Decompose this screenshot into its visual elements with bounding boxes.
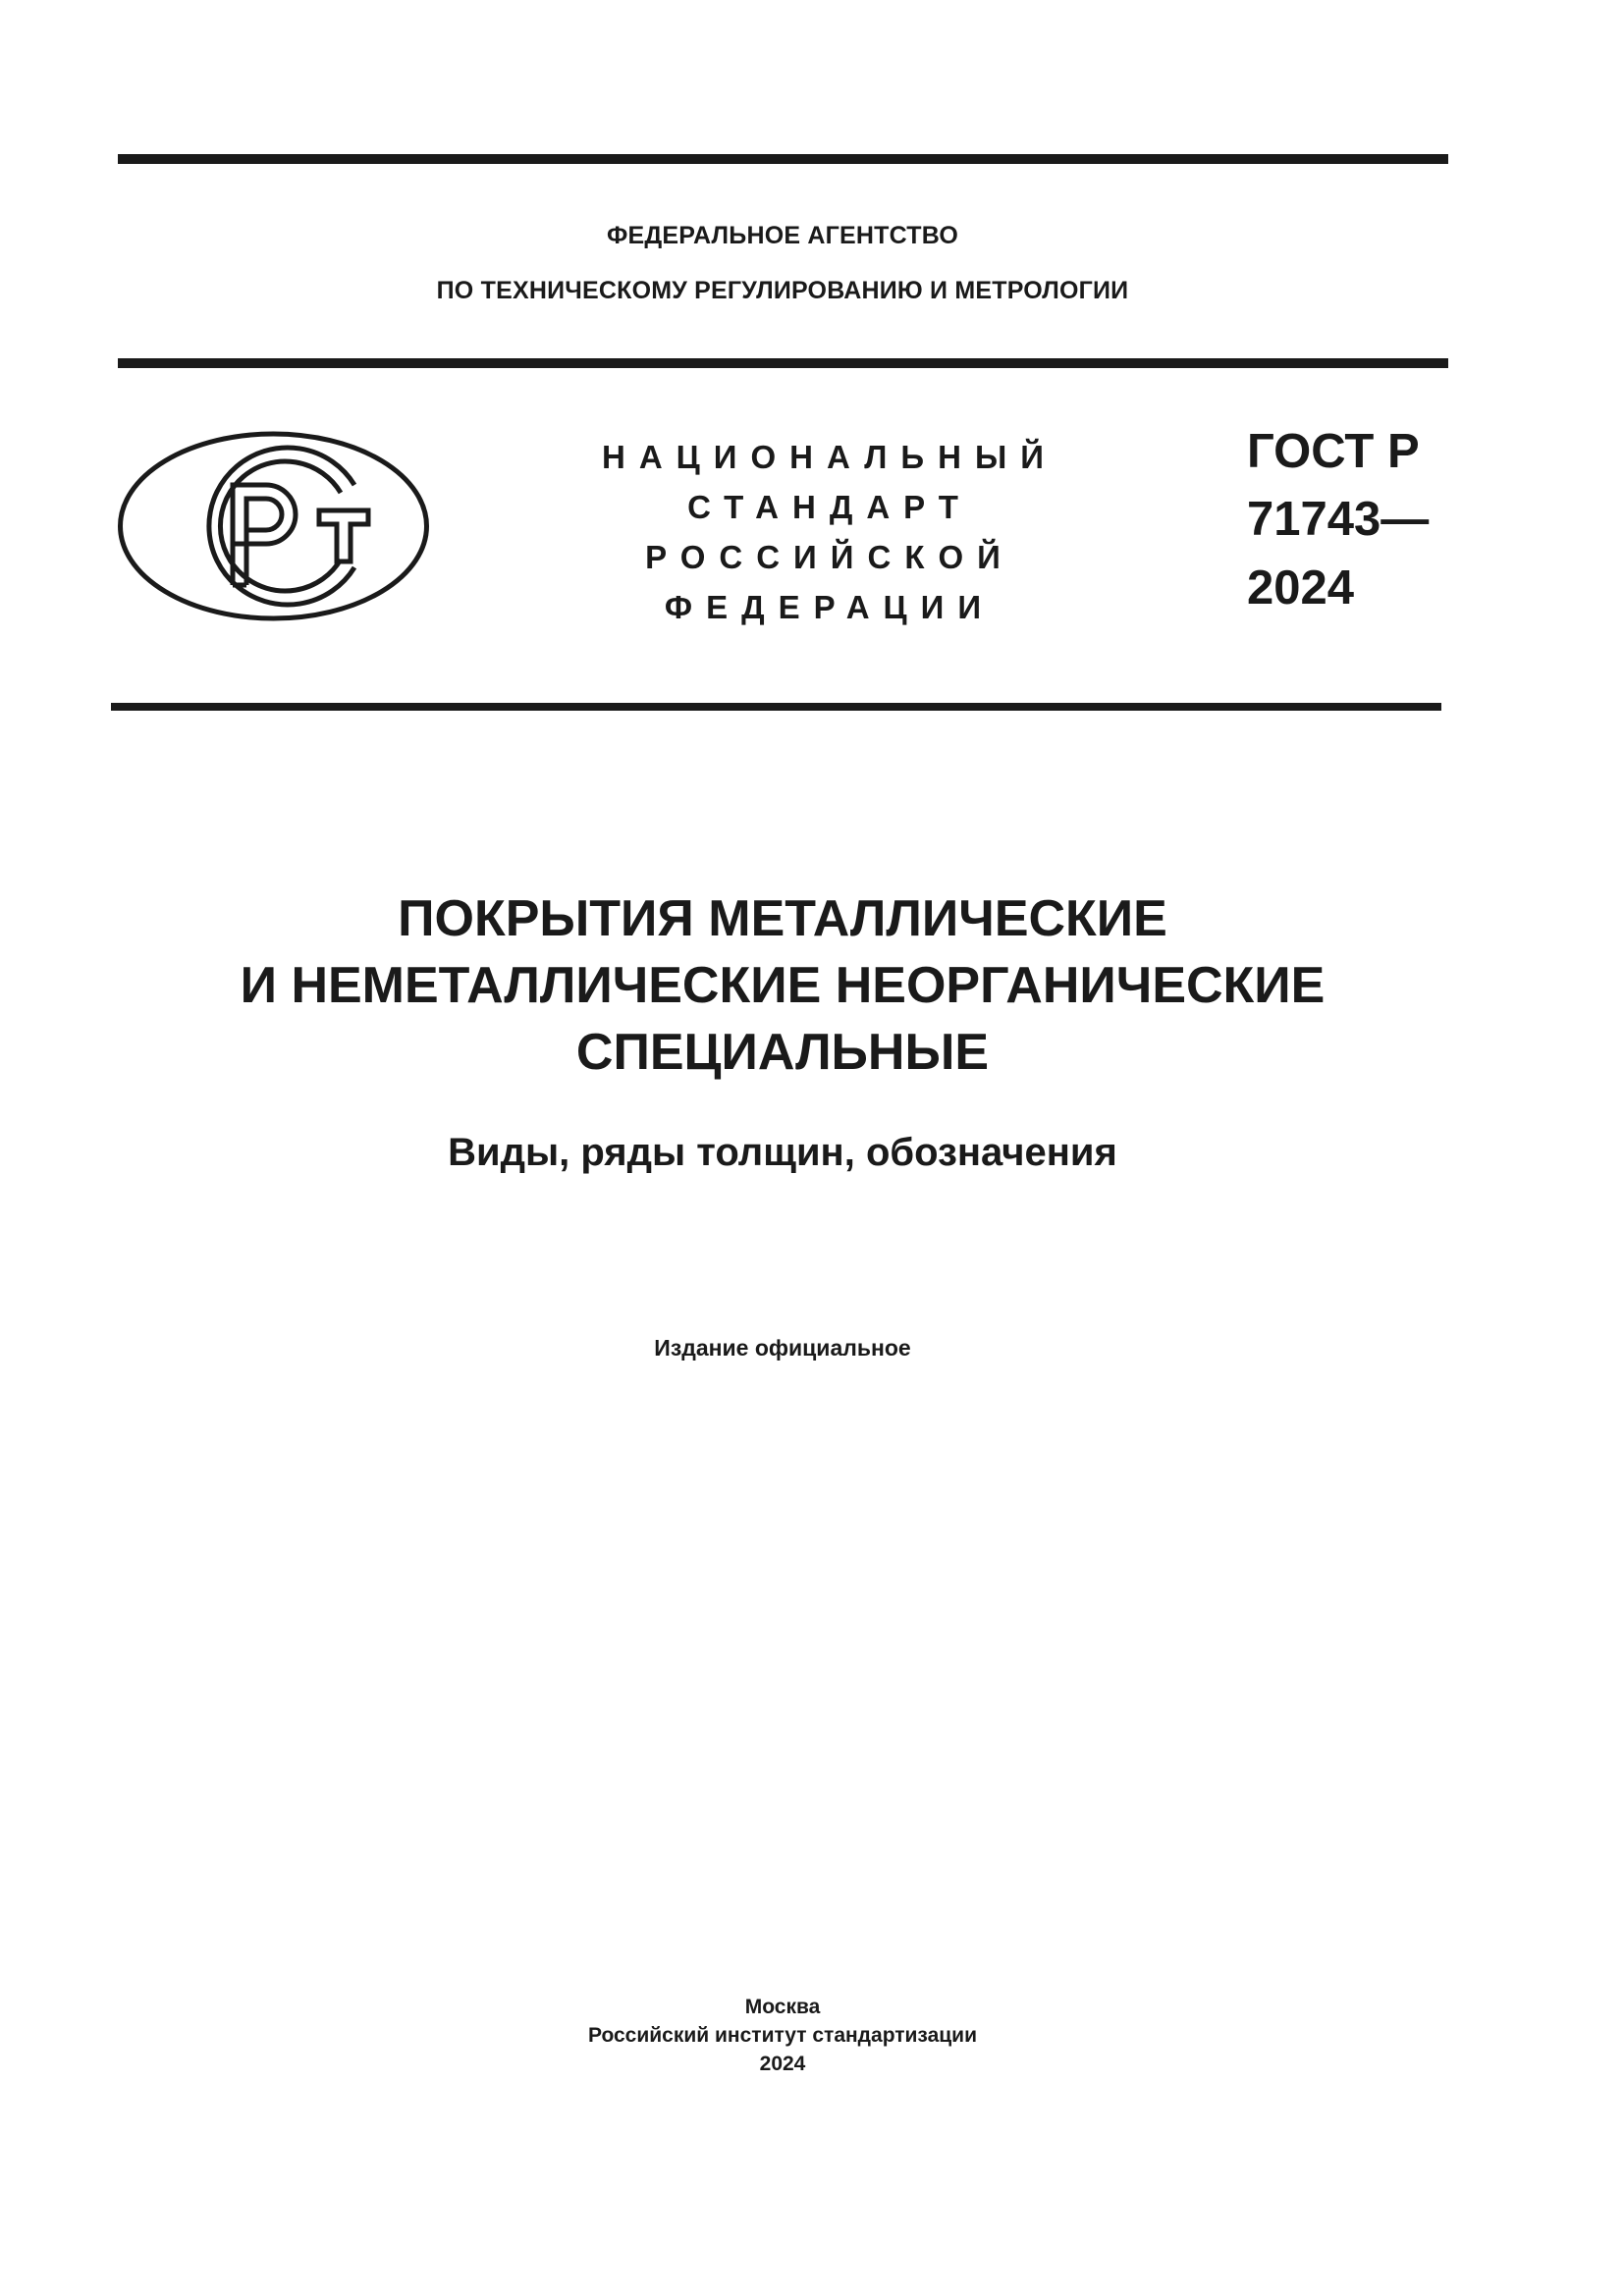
bottom-divider [111, 703, 1441, 711]
agency-name-line1: ФЕДЕРАЛЬНОЕ АГЕНТСТВО [607, 222, 958, 249]
agency-name-line2: ПО ТЕХНИЧЕСКОМУ РЕГУЛИРОВАНИЮ И МЕТРОЛОГИИ [436, 277, 1129, 304]
standard-designation-number: 71743— [1247, 493, 1430, 546]
standard-designation-year: 2024 [1247, 561, 1355, 614]
document-title-line2: И НЕМЕТАЛЛИЧЕСКИЕ НЕОРГАНИЧЕСКИЕ [240, 957, 1326, 1014]
standard-kind-line1: НАЦИОНАЛЬНЫЙ [602, 439, 1057, 475]
middle-divider [118, 358, 1448, 368]
document-title-line1: ПОКРЫТИЯ МЕТАЛЛИЧЕСКИЕ [398, 890, 1167, 947]
standard-kind-line2: СТАНДАРТ [687, 489, 972, 525]
standard-designation-prefix: ГОСТ Р [1247, 425, 1420, 478]
imprint-year: 2024 [759, 2053, 806, 2075]
standard-kind-line3: РОССИЙСКОЙ [645, 539, 1014, 575]
imprint-city: Москва [744, 1996, 821, 2018]
document-title-line3: СПЕЦИАЛЬНЫЕ [575, 1024, 990, 1081]
pct-certification-mark-icon [115, 428, 432, 624]
imprint-publisher: Российский институт стандартизации [587, 2024, 978, 2047]
edition-note: Издание официальное [654, 1335, 911, 1361]
standard-kind-line4: ФЕДЕРАЦИИ [664, 589, 996, 625]
document-subtitle: Виды, ряды толщин, обозначения [448, 1131, 1117, 1174]
top-divider [118, 154, 1448, 164]
